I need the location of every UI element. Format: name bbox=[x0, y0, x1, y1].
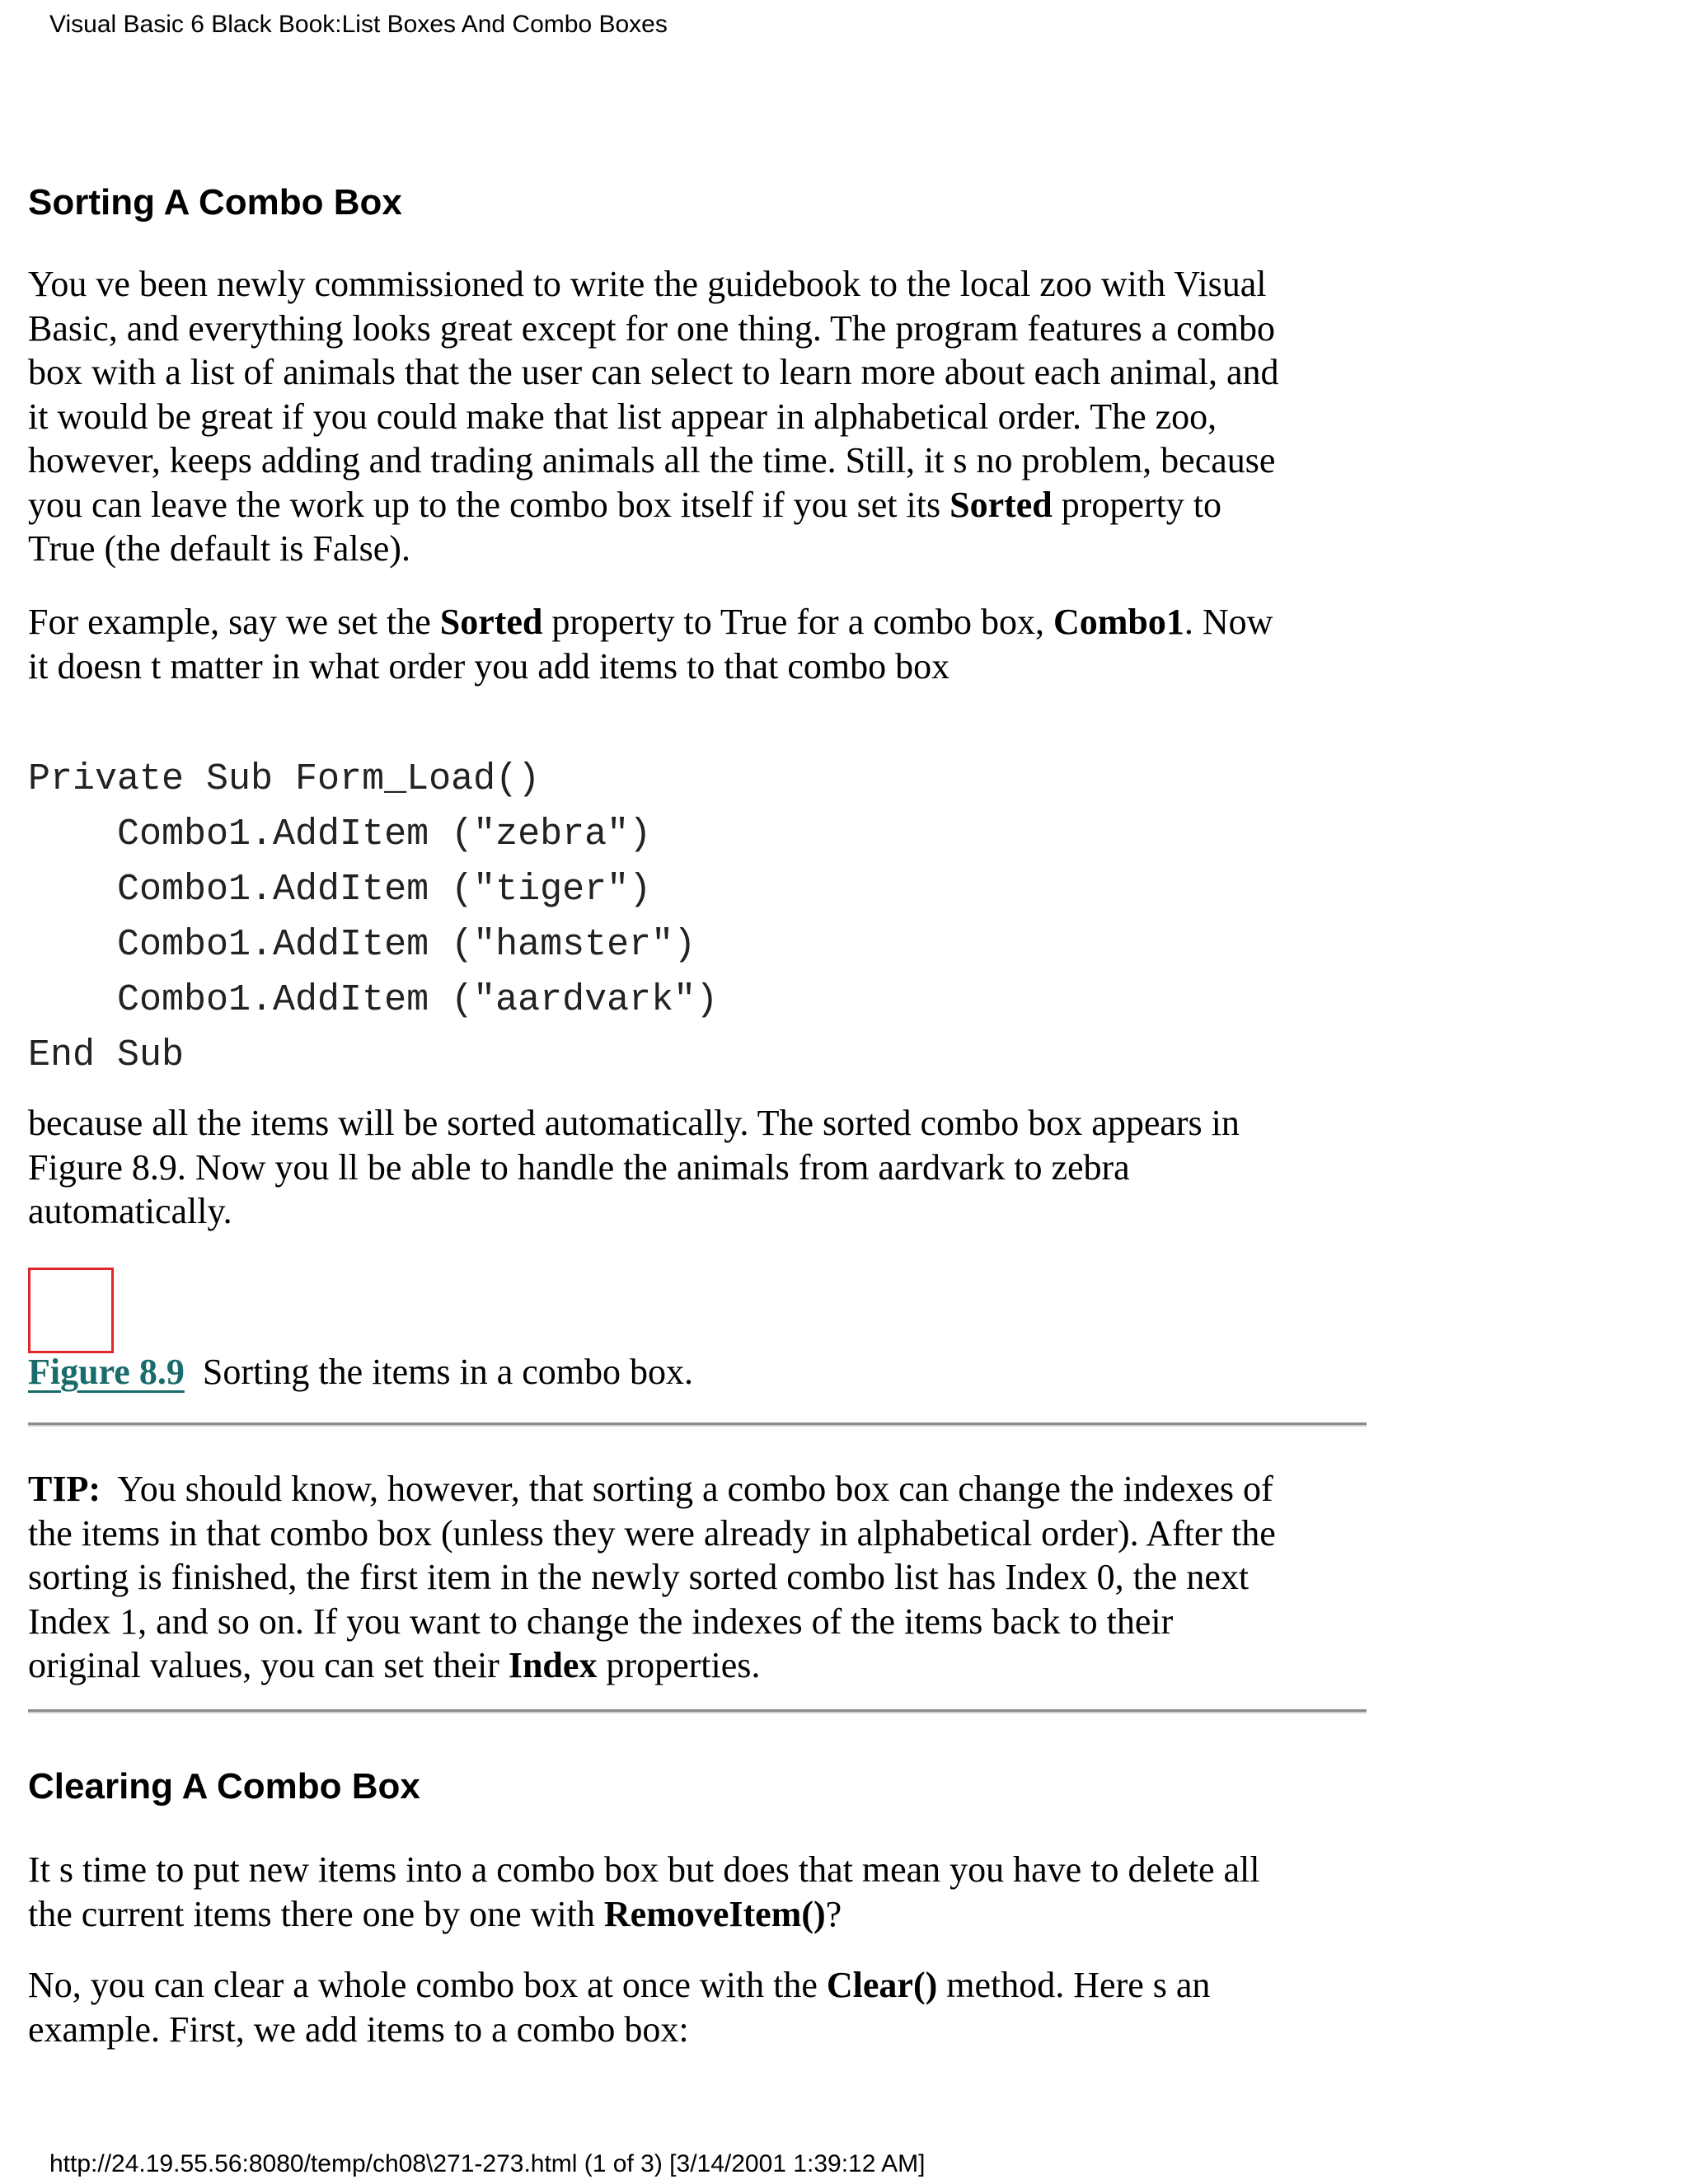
text-run: ? bbox=[825, 1893, 842, 1934]
bold-term-removeitem: RemoveItem() bbox=[603, 1893, 826, 1934]
bold-term-clear: Clear() bbox=[826, 1965, 938, 2005]
tip-label: TIP: bbox=[28, 1469, 101, 1509]
figure-8-9-link[interactable]: Figure 8.9 bbox=[28, 1352, 185, 1392]
code-block-form-load: Private Sub Form_Load() Combo1.AddItem ("zebra") Combo1.AddItem ("tiger") Combo1.AddItem ("hamster") Combo1.AddItem ("aardvark") End Sub bbox=[28, 758, 719, 1076]
section-heading-sorting: Sorting A Combo Box bbox=[28, 182, 402, 223]
paragraph-sorting-example bbox=[28, 600, 1380, 688]
bold-term-combo1: Combo1 bbox=[1053, 602, 1184, 642]
bold-term-sorted: Sorted bbox=[950, 484, 1053, 525]
text-run: It s time to put new items into a combo box but does that mean you have to delete all the current items there one by one with bbox=[28, 1849, 1260, 1934]
figure-image-placeholder bbox=[28, 1268, 114, 1353]
page-footer-url: http://24.19.55.56:8080/temp/ch08\271-273.html (1 of 3) [3/14/2001 1:39:12 AM] bbox=[49, 2150, 926, 2177]
figure-caption bbox=[28, 1350, 693, 1394]
section-heading-clearing: Clearing A Combo Box bbox=[28, 1766, 420, 1807]
horizontal-divider bbox=[28, 1709, 1367, 1713]
horizontal-divider bbox=[28, 1422, 1367, 1427]
bold-term-sorted: Sorted bbox=[439, 602, 543, 642]
text-run: You ve been newly commissioned to write the guidebook to the local zoo with Visual Basic, and everything looks great except for one thing. The program features a combo box with a list of animals that the user can select to learn more about each animal, and it would be great if you could make that list appear in alphabetical order. The zoo, however, keeps adding and trading animals all the time. Still, it s no problem, because you can leave the work up to the combo box itself if you set its bbox=[28, 264, 1279, 525]
text-run: For example, say we set the bbox=[28, 602, 440, 642]
text-run: method. Here s an example. First, we add items to a combo box: bbox=[28, 1965, 1211, 2050]
text-run: property to True (the default is False). bbox=[28, 484, 1222, 569]
text-run: property to True for a combo box, bbox=[542, 602, 1053, 642]
text-run: properties. bbox=[597, 1645, 761, 1685]
text-run: No, you can clear a whole combo box at once with the bbox=[28, 1965, 827, 2005]
figure-caption-text: Sorting the items in a combo box. bbox=[202, 1352, 694, 1392]
text-run: You should know, however, that sorting a combo box can change the indexes of the items in that combo box (unless they were already in alphabetical order). After the sorting is finished, the first item in the newly sorted combo list has Index 0, the next Index 1, and so on. If you want to change the indexes of the items back to their original values, you can set their bbox=[28, 1469, 1276, 1685]
text-run: . Now it doesn t matter in what order you add items to that combo box bbox=[28, 602, 1273, 687]
paragraph-clearing-intro bbox=[28, 1848, 1380, 1936]
paragraph-sorting-result: because all the items will be sorted automatically. The sorted combo box appears in Figure 8.9. Now you ll be able to handle the animals from aardvark to zebra automatically. bbox=[28, 1103, 1240, 1231]
paragraph-sorting-intro bbox=[28, 262, 1380, 571]
bold-term-index: Index bbox=[508, 1645, 598, 1685]
paragraph-clearing-example bbox=[28, 1963, 1380, 2051]
tip-box bbox=[28, 1467, 1380, 1688]
page-header-title: Visual Basic 6 Black Book:List Boxes And Combo Boxes bbox=[49, 11, 668, 38]
